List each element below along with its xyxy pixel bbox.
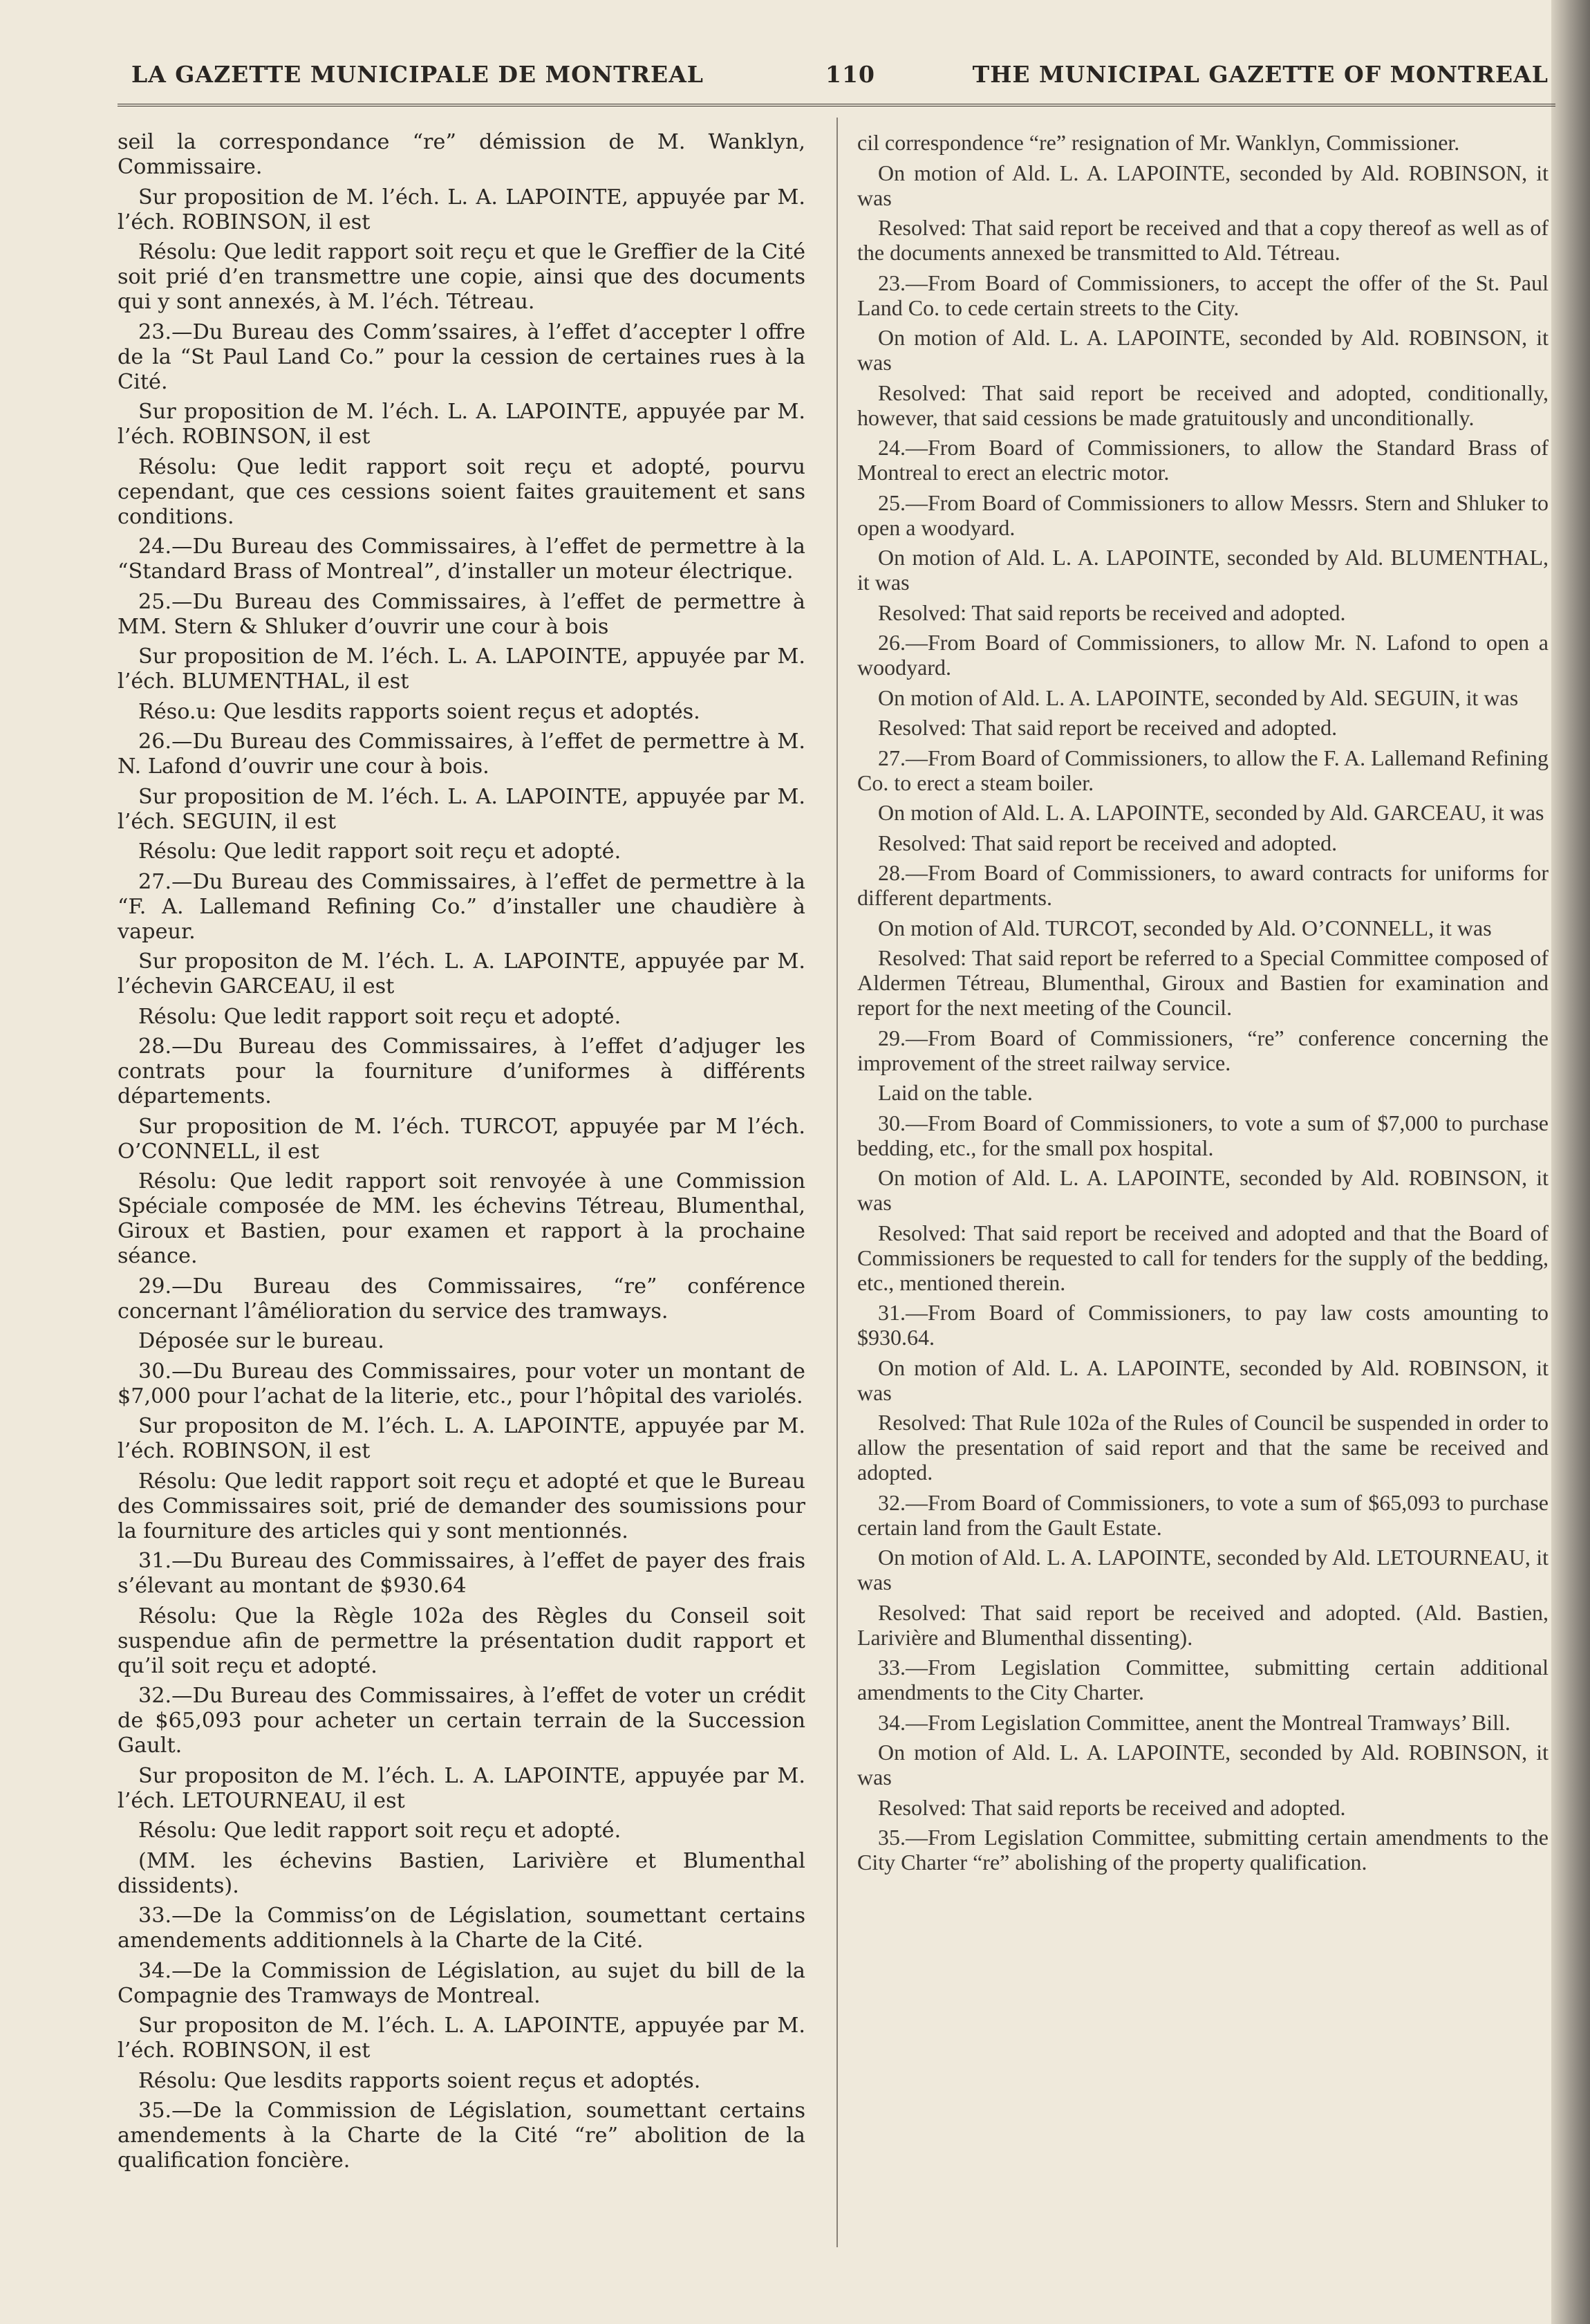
english-paragraph: 25.—From Board of Commissioners to allow Messrs. Stern and Shluker to open a woodyard. — [857, 490, 1549, 540]
english-paragraph: 26.—From Board of Commissioners, to allow Mr. N. Lafond to open a woodyard. — [857, 630, 1549, 680]
column-divider — [836, 118, 838, 2247]
french-paragraph: Résolu: Que lesdits rapports soient reçus et adoptés. — [138, 2068, 701, 2093]
english-paragraph: cil correspondence “re” resignation of Mr. Wanklyn, Commissioner. — [857, 130, 1460, 155]
english-paragraph: Resolved: That said report be received and adopted, conditionally, however, that said cessions be made gratuitously and unconditionally. — [857, 380, 1549, 430]
french-paragraph: 31.—Du Bureau des Commissaires, à l’effet de payer des frais s’élevant au montant de $930.64 — [118, 1549, 805, 1598]
french-paragraph: Résolu: Que ledit rapport soit reçu et adopté et que le Bureau des Commissaires soit, prié de demander des soumissions pour la fourniture des articles qui y sont mentionnés. — [118, 1469, 805, 1543]
french-paragraph: seil la correspondance “re” démission de M. Wanklyn, Commissaire. — [118, 130, 805, 179]
french-paragraph: Résolu: Que la Règle 102a des Règles du Conseil soit suspendue afin de permettre la présentation dudit rapport et qu’il soit reçu et adopté. — [118, 1603, 805, 1678]
english-paragraph: On motion of Ald. TURCOT, seconded by Ald. O’CONNELL, it was — [878, 915, 1492, 940]
french-paragraph: Résolu: Que ledit rapport soit reçu et que le Greffier de la Cité soit prié d’en transmettre une copie, ainsi que des documents qui y sont annexés, à M. l’éch. Tétreau. — [118, 240, 805, 314]
english-paragraph: Resolved: That said reports be received and adopted. — [878, 1794, 1346, 1820]
english-paragraph: Resolved: That said report be received and that a copy thereof as well as of the documents annexed be transmitted to Ald. Tétreau. — [857, 215, 1549, 265]
french-paragraph: Réso.u: Que lesdits rapports soient reçus et adoptés. — [138, 699, 700, 724]
french-paragraph: Résolu: Que ledit rapport soit reçu et adopté. — [138, 1819, 621, 1843]
french-paragraph: Sur propositon de M. l’éch. L. A. LAPOINTE, appuyée par M. l’éch. ROBINSON, il est — [118, 2014, 805, 2063]
english-paragraph: On motion of Ald. L. A. LAPOINTE, seconded by Ald. ROBINSON, it was — [857, 1740, 1549, 1790]
english-paragraph: 28.—From Board of Commissioners, to award contracts for uniforms for different departments. — [857, 860, 1549, 910]
header-rule — [118, 104, 1555, 106]
french-paragraph: 25.—Du Bureau des Commissaires, à l’effet de permettre à MM. Stern & Shluker d’ouvrir une cour à bois — [118, 589, 805, 639]
english-paragraph: On motion of Ald. L. A. LAPOINTE, seconded by Ald. ROBINSON, it was — [857, 1355, 1549, 1405]
page-number: 110 — [825, 61, 875, 88]
french-paragraph: Sur proposition de M. l’éch. L. A. LAPOINTE, appuyée par M. l’éch. ROBINSON, il est — [118, 400, 805, 449]
english-paragraph: 34.—From Legislation Committee, anent the Montreal Tramways’ Bill. — [878, 1709, 1510, 1735]
english-paragraph: On motion of Ald. L. A. LAPOINTE, seconded by Ald. ROBINSON, it was — [857, 1165, 1549, 1215]
english-paragraph: Resolved: That Rule 102a of the Rules of Council be suspended in order to allow the presentation of said report and that the same be received and adopted. — [857, 1410, 1549, 1485]
english-paragraph: 27.—From Board of Commissioners, to allow the F. A. Lallemand Refining Co. to erect a steam boiler. — [857, 745, 1549, 795]
french-paragraph: Sur proposition de M. l’éch. TURCOT, appuyée par M l’éch. O’CONNELL, il est — [118, 1114, 805, 1164]
french-paragraph: Résolu: Que ledit rapport soit renvoyée à une Commission Spéciale composée de MM. les échevins Tétreau, Blumenthal, Giroux et Bastien, pour examen et rapport à la prochaine séance. — [118, 1169, 805, 1268]
english-paragraph: Resolved: That said report be received and adopted. — [878, 830, 1338, 855]
english-paragraph: 29.—From Board of Commissioners, “re” conference concerning the improvement of the street railway service. — [857, 1025, 1549, 1075]
english-paragraph: 35.—From Legislation Committee, submitting certain amendments to the City Charter “re” abolishing of the property qualification. — [857, 1825, 1549, 1875]
french-paragraph: 29.—Du Bureau des Commissaires, “re” conférence concernant l’âmélioration du service des tramways. — [118, 1274, 805, 1323]
french-paragraph: 23.—Du Bureau des Comm’ssaires, à l’effet d’accepter l offre de la “St Paul Land Co.” pour la cession de certaines rues à la Cité. — [118, 319, 805, 394]
header-french-title: LA GAZETTE MUNICIPALE DE MONTREAL — [131, 61, 704, 88]
page-edge-shadow — [1551, 0, 1590, 2324]
french-paragraph: 27.—Du Bureau des Commissaires, à l’effet de permettre à la “F. A. Lallemand Refining Co.” d’installer une chaudière à vapeur. — [118, 869, 805, 944]
french-paragraph: Sur propositon de M. l’éch. L. A. LAPOINTE, appuyée par M. l’éch. ROBINSON, il est — [118, 1414, 805, 1463]
english-paragraph: On motion of Ald. L. A. LAPOINTE, seconded by Ald. BLUMENTHAL, it was — [857, 545, 1549, 595]
french-paragraph: Résolu: Que ledit rapport soit reçu et adopté. — [138, 1004, 621, 1029]
english-paragraph: 31.—From Board of Commissioners, to pay law costs amounting to $930.64. — [857, 1300, 1549, 1350]
french-paragraph: 28.—Du Bureau des Commissaires, à l’effet d’adjuger les contrats pour la fourniture d’uniformes à différents départements. — [118, 1034, 805, 1108]
english-paragraph: 30.—From Board of Commissioners, to vote a sum of $7,000 to purchase bedding, etc., for the small pox hospital. — [857, 1110, 1549, 1160]
english-paragraph: Laid on the table. — [878, 1080, 1033, 1105]
french-paragraph: 24.—Du Bureau des Commissaires, à l’effet de permettre à la “Standard Brass of Montreal”, d’installer un moteur électrique. — [118, 534, 805, 584]
french-paragraph: 35.—De la Commission de Législation, soumettant certains amendements à la Charte de la Cité “re” abolition de la qualification foncière. — [118, 2099, 805, 2173]
english-paragraph: Resolved: That said report be referred to a Special Committee composed of Aldermen Tétreau, Blumenthal, Giroux and Bastien for examination and report for the next meeting of the Council. — [857, 945, 1549, 1020]
english-paragraph: Resolved: That said report be received and adopted. (Ald. Bastien, Larivière and Blumenthal dissenting). — [857, 1599, 1549, 1650]
french-paragraph: 26.—Du Bureau des Commissaires, à l’effet de permettre à M. N. Lafond d’ouvrir une cour à bois. — [118, 729, 805, 779]
french-paragraph: Déposée sur le bureau. — [138, 1329, 384, 1353]
english-paragraph: 23.—From Board of Commissioners, to accept the offer of the St. Paul Land Co. to cede certain streets to the City. — [857, 270, 1549, 320]
french-paragraph: Sur propositon de M. l’éch. L. A. LAPOINTE, appuyée par M. l’échevin GARCEAU, il est — [118, 949, 805, 998]
english-paragraph: Resolved: That said report be received and adopted and that the Board of Commissioners be requested to call for tenders for the supply of the bedding, etc., mentioned therein. — [857, 1220, 1549, 1295]
french-paragraph: Sur propositon de M. l’éch. L. A. LAPOINTE, appuyée par M. l’éch. LETOURNEAU, il est — [118, 1763, 805, 1813]
english-paragraph: 33.—From Legislation Committee, submitting certain additional amendments to the City Charter. — [857, 1655, 1549, 1704]
french-column — [118, 130, 805, 2179]
french-paragraph: Résolu: Que ledit rapport soit reçu et adopté. — [138, 839, 621, 864]
header-english-title: THE MUNICIPAL GAZETTE OF MONTREAL — [972, 61, 1549, 88]
english-paragraph: On motion of Ald. L. A. LAPOINTE, seconded by Ald. GARCEAU, it was — [878, 800, 1544, 825]
english-paragraph: 32.—From Board of Commissioners, to vote a sum of $65,093 to purchase certain land from the Gault Estate. — [857, 1489, 1549, 1540]
english-paragraph: On motion of Ald. L. A. LAPOINTE, seconded by Ald. ROBINSON, it was — [857, 160, 1549, 210]
english-column — [857, 130, 1549, 1880]
english-paragraph: 24.—From Board of Commissioners, to allow the Standard Brass of Montreal to erect an electric motor. — [857, 435, 1549, 485]
french-paragraph: Sur proposition de M. l’éch. L. A. LAPOINTE, appuyée par M. l’éch. SEGUIN, il est — [118, 784, 805, 834]
english-paragraph: Resolved: That said report be received and adopted. — [878, 715, 1338, 740]
french-paragraph: Sur proposition de M. l’éch. L. A. LAPOINTE, appuyée par M. l’éch. ROBINSON, il est — [118, 185, 805, 234]
french-paragraph: Sur proposition de M. l’éch. L. A. LAPOINTE, appuyée par M. l’éch. BLUMENTHAL, il est — [118, 644, 805, 694]
french-paragraph: 34.—De la Commission de Législation, au sujet du bill de la Compagnie des Tramways de Montreal. — [118, 1958, 805, 2008]
french-paragraph: 30.—Du Bureau des Commissaires, pour voter un montant de $7,000 pour l’achat de la literie, etc., pour l’hôpital des variolés. — [118, 1359, 805, 1409]
english-paragraph: On motion of Ald. L. A. LAPOINTE, seconded by Ald. ROBINSON, it was — [857, 325, 1549, 375]
english-paragraph: On motion of Ald. L. A. LAPOINTE, seconded by Ald. LETOURNEAU, it was — [857, 1545, 1549, 1595]
english-paragraph: On motion of Ald. L. A. LAPOINTE, seconded by Ald. SEGUIN, it was — [878, 685, 1519, 710]
french-paragraph: 32.—Du Bureau des Commissaires, à l’effet de voter un crédit de $65,093 pour acheter un certain terrain de la Succession Gault. — [118, 1684, 805, 1758]
page-header — [131, 61, 1549, 97]
french-paragraph: Résolu: Que ledit rapport soit reçu et adopté, pourvu cependant, que ces cessions soient faites grauitement et sans conditions. — [118, 454, 805, 529]
english-paragraph: Resolved: That said reports be received and adopted. — [878, 599, 1346, 625]
french-paragraph: 33.—De la Commiss’on de Législation, soumettant certains amendements additionnels à la Charte de la Cité. — [118, 1904, 805, 1953]
french-paragraph: (MM. les échevins Bastien, Larivière et Blumenthal dissidents). — [118, 1848, 805, 1898]
